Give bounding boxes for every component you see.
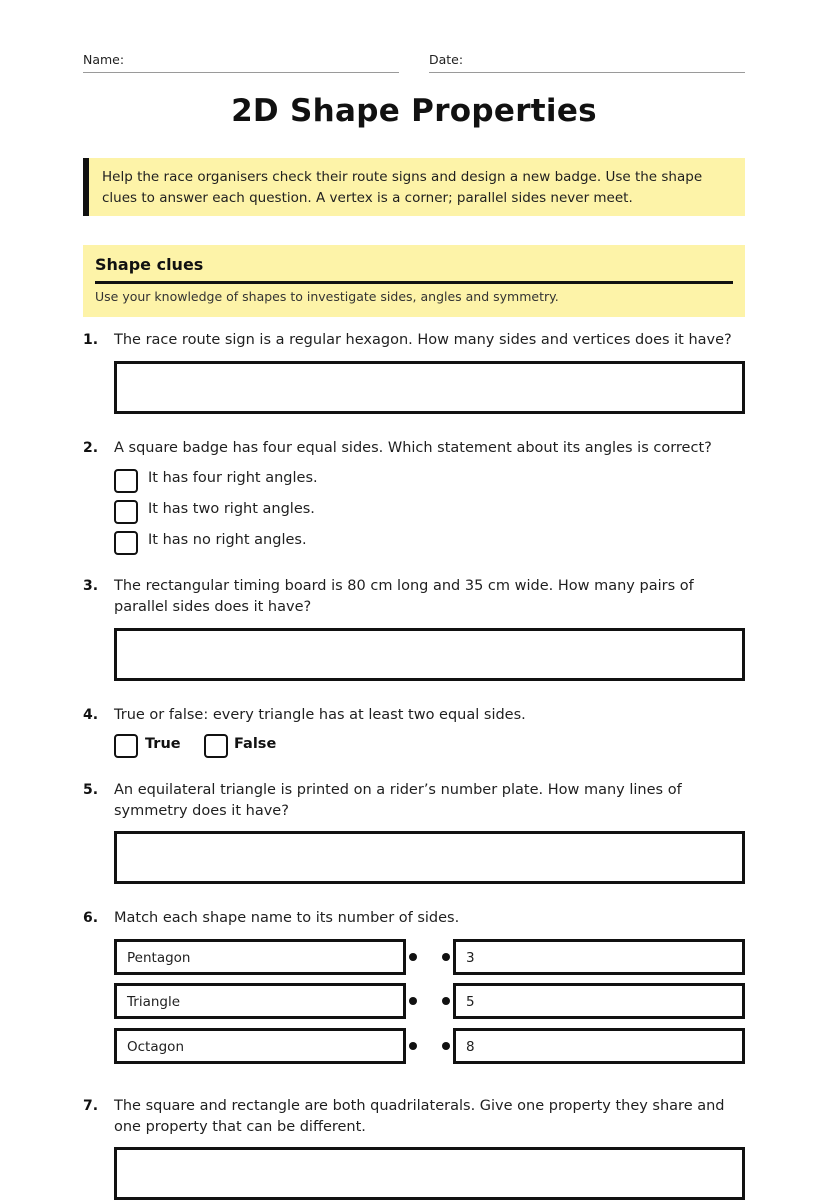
match-right-dot-3[interactable]	[442, 1042, 450, 1050]
false-label: False	[234, 736, 277, 752]
intro-callout	[83, 158, 745, 216]
match-right-dot-1[interactable]	[442, 953, 450, 961]
match-right-box-3[interactable]	[453, 1028, 745, 1064]
question-text-7: The square and rectangle are both quadrilaterals. Give one property they share and one property that can be different.	[114, 1098, 725, 1135]
answer-box-7[interactable]	[114, 1147, 745, 1200]
match-left-label-1: Pentagon	[127, 950, 191, 966]
question-number-5: 5.	[83, 782, 99, 798]
question-text-3: The rectangular timing board is 80 cm long and 35 cm wide. How many pairs of parallel sides does it have?	[114, 578, 694, 615]
question-number-3: 3.	[83, 578, 99, 594]
false-checkbox[interactable]	[204, 734, 228, 758]
option-label-2: It has two right angles.	[148, 501, 315, 517]
date-field[interactable]	[429, 72, 745, 73]
question-number-6: 6.	[83, 910, 99, 926]
name-field[interactable]	[83, 72, 399, 73]
name-label: Name:	[83, 52, 125, 67]
shape-clues-section	[83, 245, 745, 317]
question-text-6: Match each shape name to its number of sides.	[114, 910, 460, 926]
match-right-box-2[interactable]	[453, 983, 745, 1019]
option-checkbox-3[interactable]	[114, 531, 138, 555]
answer-box-1[interactable]	[114, 361, 745, 414]
match-left-dot-1[interactable]	[409, 953, 417, 961]
section-divider	[95, 281, 733, 284]
question-number-4: 4.	[83, 707, 99, 723]
date-label: Date:	[429, 52, 464, 67]
true-checkbox[interactable]	[114, 734, 138, 758]
match-left-box-1[interactable]	[114, 939, 406, 975]
option-checkbox-1[interactable]	[114, 469, 138, 493]
match-left-label-3: Octagon	[127, 1039, 184, 1055]
question-text-5: An equilateral triangle is printed on a rider’s number plate. How many lines of symmetry does it have?	[114, 782, 682, 819]
answer-box-5[interactable]	[114, 831, 745, 884]
match-left-label-2: Triangle	[127, 994, 181, 1010]
match-right-label-2: 5	[466, 994, 475, 1010]
question-number-2: 2.	[83, 440, 99, 456]
option-checkbox-2[interactable]	[114, 500, 138, 524]
match-right-box-1[interactable]	[453, 939, 745, 975]
question-number-7: 7.	[83, 1098, 99, 1114]
match-right-label-1: 3	[466, 950, 475, 966]
option-label-3: It has no right angles.	[148, 532, 307, 548]
page-title: 2D Shape Properties	[231, 93, 597, 129]
match-left-dot-3[interactable]	[409, 1042, 417, 1050]
match-right-label-3: 8	[466, 1039, 475, 1055]
match-left-box-3[interactable]	[114, 1028, 406, 1064]
option-label-1: It has four right angles.	[148, 470, 318, 486]
intro-text: Help the race organisers check their route signs and design a new badge. Use the shape clues to answer each question. A vertex is a corner; parallel sides never meet.	[102, 169, 703, 206]
question-text-4: True or false: every triangle has at least two equal sides.	[114, 707, 526, 723]
question-text-2: A square badge has four equal sides. Which statement about its angles is correct?	[114, 440, 712, 456]
section-subtitle: Use your knowledge of shapes to investigate sides, angles and symmetry.	[95, 289, 559, 304]
section-title: Shape clues	[95, 255, 204, 274]
answer-box-3[interactable]	[114, 628, 745, 681]
question-number-1: 1.	[83, 332, 99, 348]
match-right-dot-2[interactable]	[442, 997, 450, 1005]
match-left-dot-2[interactable]	[409, 997, 417, 1005]
match-left-box-2[interactable]	[114, 983, 406, 1019]
question-text-1: The race route sign is a regular hexagon. How many sides and vertices does it have?	[114, 332, 732, 348]
true-label: True	[145, 736, 181, 752]
